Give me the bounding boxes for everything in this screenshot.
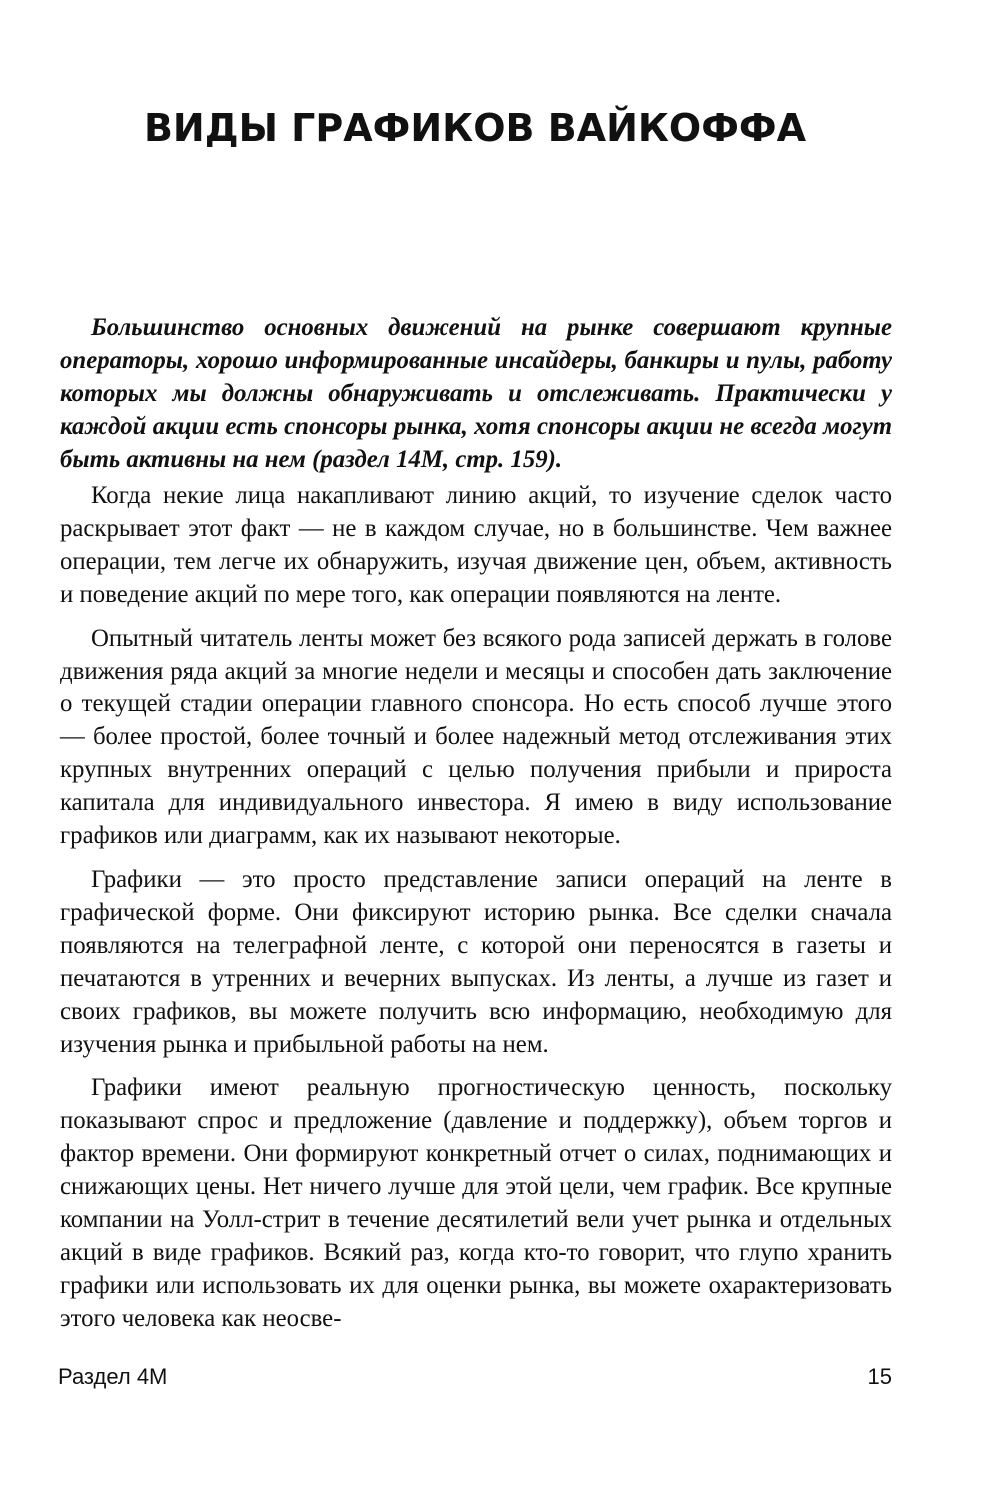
footer-section-label: Раздел 4М <box>58 1364 168 1389</box>
paragraph: Когда некие лица накапливают линию акций, то изучение сделок часто раскрывает этот факт — не в каждом случае, но в большинстве. Чем важнее операции, тем легче их обнаружить, изучая движение цен, объем, активность и поведение акций по мере того, как операции появляются на ленте. <box>60 482 892 608</box>
body-text <box>60 480 892 1347</box>
paragraph: Графики имеют реальную прогностическую ценность, поскольку показывают спрос и предложение (давление и поддержку), объем торгов и фактор времени. Они формируют конкретный отчет о силах, поднимающих и снижающих цены. Нет ничего лучше для этой цели, чем график. Все крупные компании на Уолл-стрит в течение десятилетий вели учет рынка и отдельных акций в виде графиков. Всякий раз, когда кто-то говорит, что глупо хранить графики или использовать их для оценки рынка, вы можете охарактеризовать этого человека как неосве- <box>60 1074 892 1332</box>
paragraph: Опытный читатель ленты может без всякого рода записей держать в голове движения ряда акций за многие недели и месяцы и способен дать заключение о текущей стадии операции главного спонсора. Но есть способ лучше этого — более простой, более точный и более надежный метод отслеживания этих крупных внутренних операций с целью получения прибыли и прироста капитала для индивидуального инвестора. Я имею в виду использование графиков или диаграмм, как их называют некоторые. <box>60 624 892 850</box>
page-title: ВИДЫ ГРАФИКОВ ВАЙКОФФА <box>143 106 807 150</box>
page-number: 15 <box>867 1364 892 1389</box>
paragraph: Графики — это просто представление записи операций на ленте в графической форме. Они фиксируют историю рынка. Все сделки сначала появляются на телеграфной ленте, с которой они переносятся в газеты и печатаются в утренних и вечерних выпусках. Из ленты, а лучше из газет и своих графиков, вы можете получить всю информацию, необходимую для изучения рынка и прибыльной работы на нем. <box>60 865 892 1058</box>
epigraph: Большинство основных движений на рынке совершают крупные операторы, хорошо информированные инсайдеры, банкиры и пулы, работу которых мы должны обнаруживать и отслеживать. Практически у каждой акции есть спонсоры рынка, хотя спонсоры акции не всегда могут быть активны на нем (раздел 14М, стр. 159). <box>60 314 892 473</box>
